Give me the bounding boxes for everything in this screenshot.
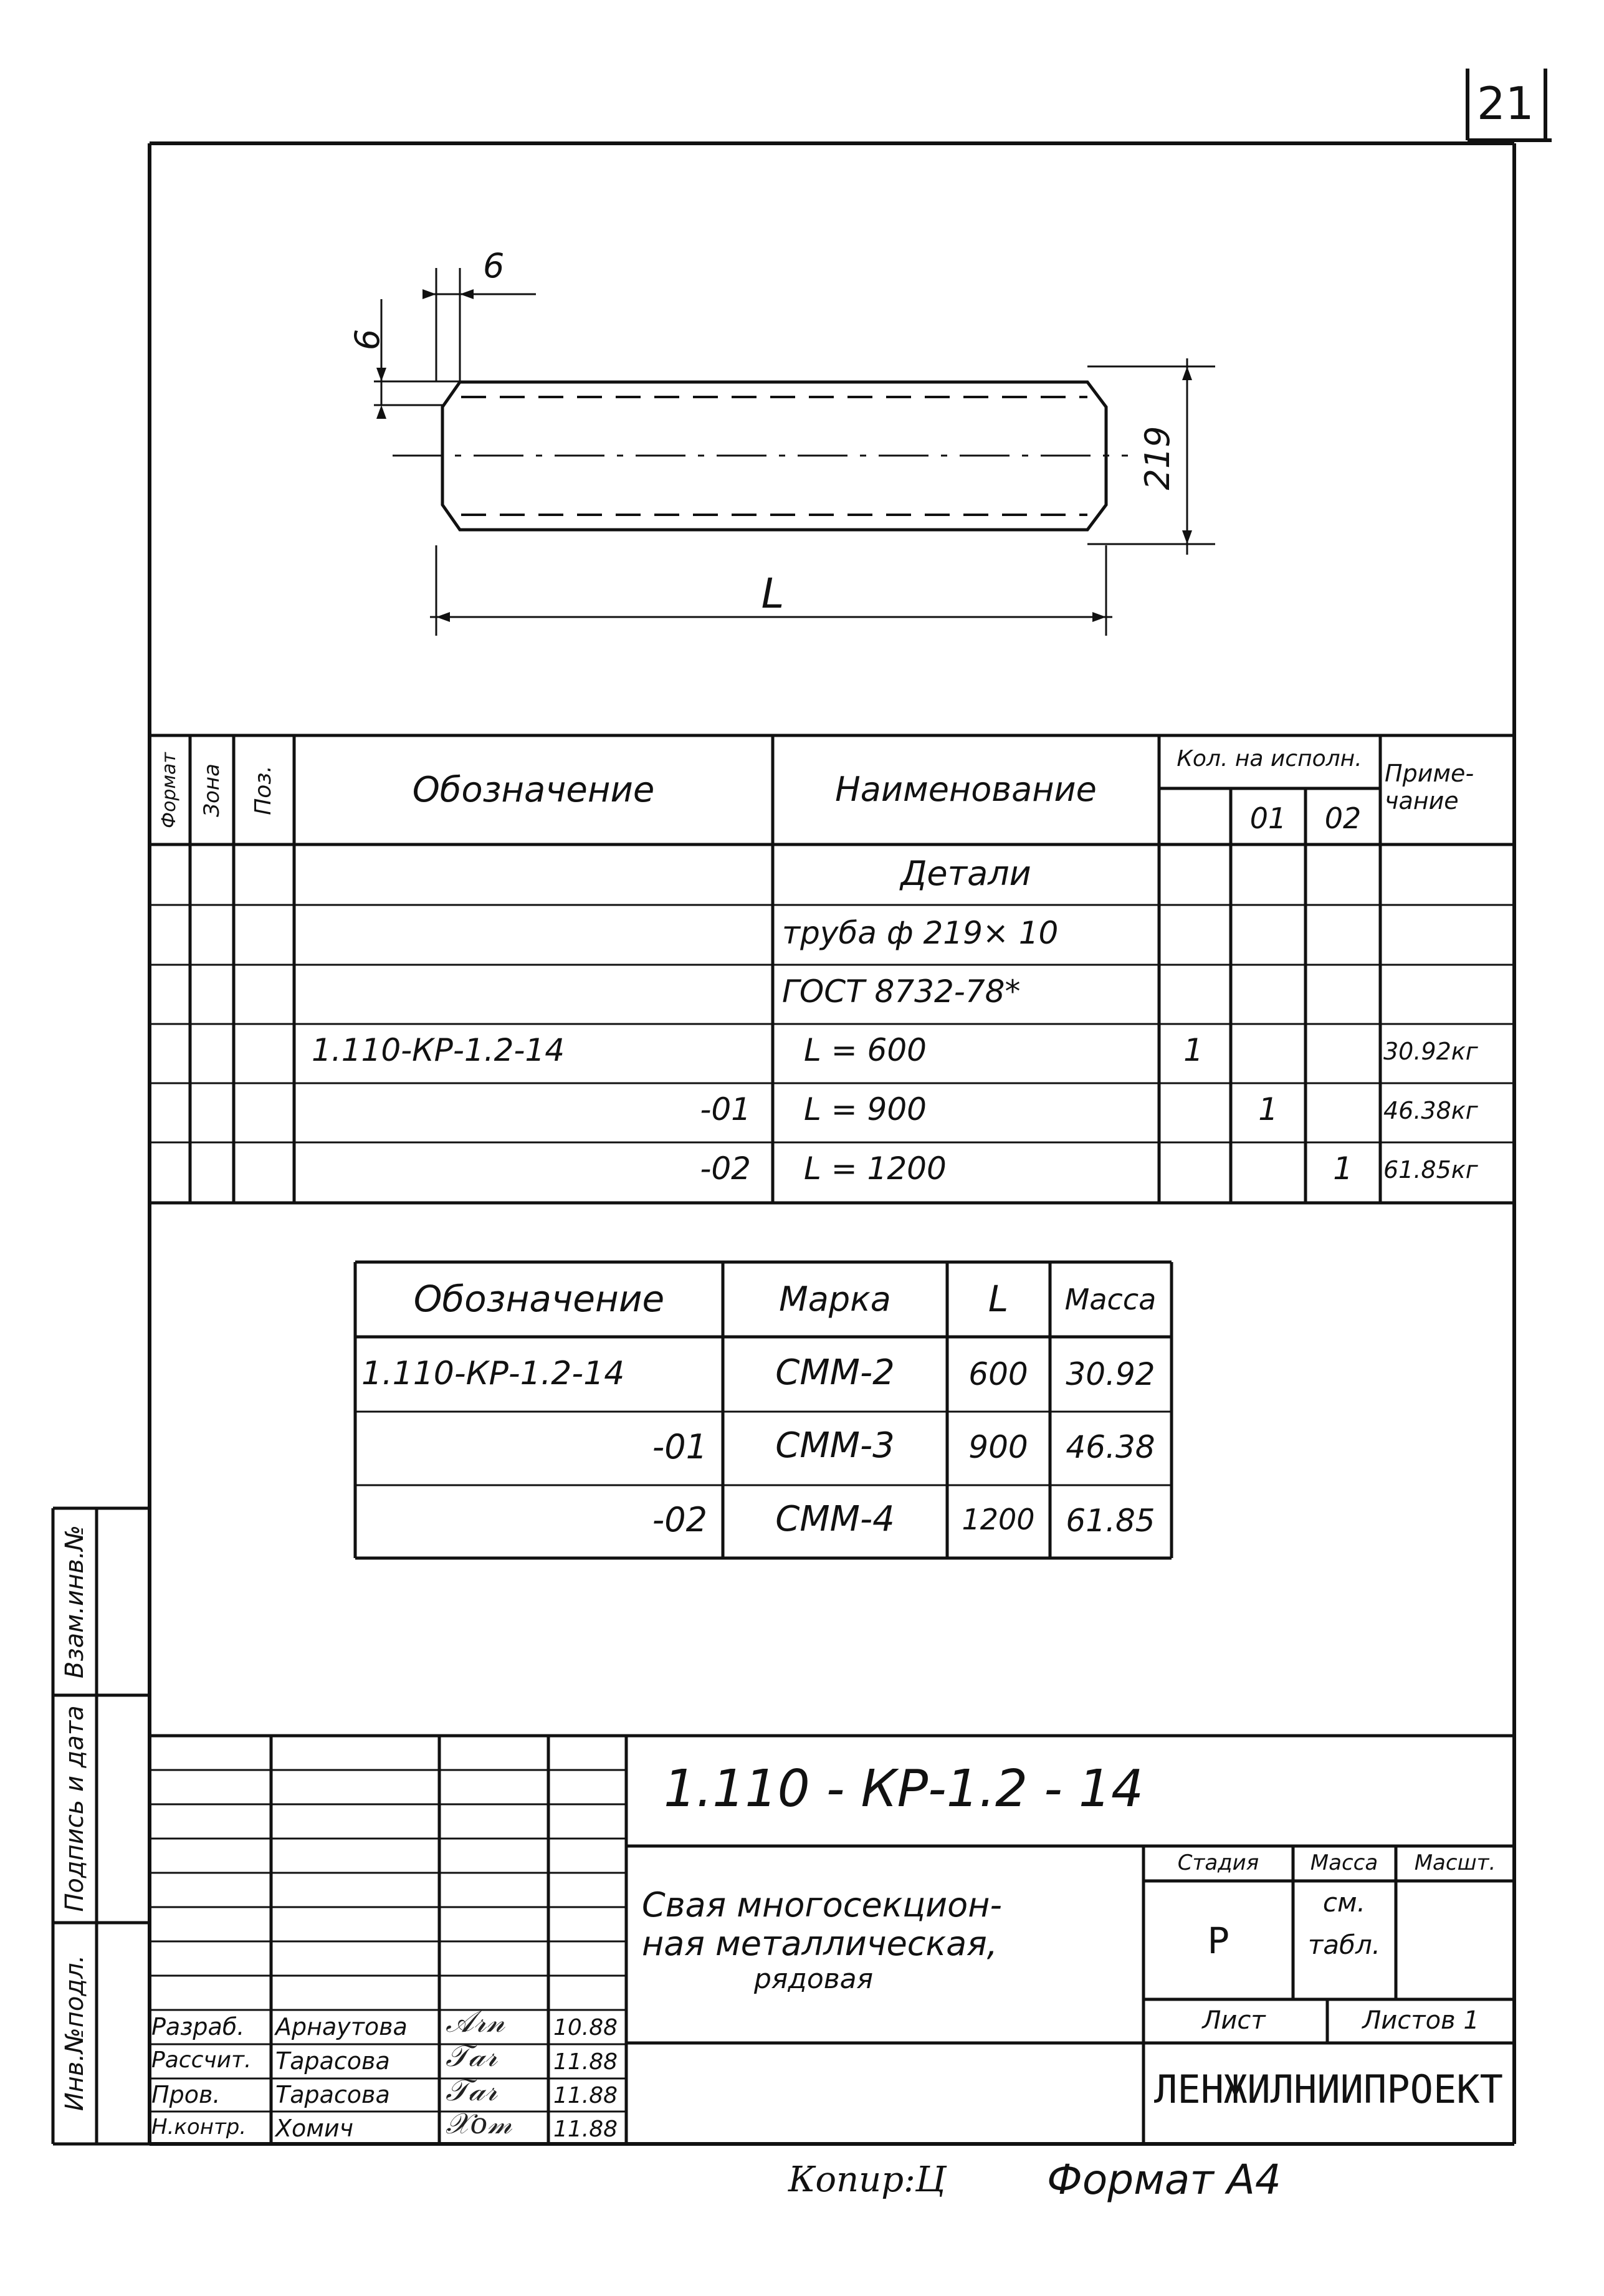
sheet-label: Лист bbox=[1202, 2006, 1266, 2035]
signature-scribble: 𝒯𝒶𝓇 bbox=[446, 2039, 498, 2074]
spec-row-note: 61.85кг bbox=[1383, 1156, 1478, 1184]
spec-row-name: Детали bbox=[900, 854, 1031, 893]
stage-value: Р bbox=[1207, 1920, 1229, 1962]
mass-row-mark: СММ-4 bbox=[775, 1499, 895, 1539]
signature-role: Пров. bbox=[151, 2081, 221, 2108]
organization-name: ЛЕНЖИЛНИИПРОЕКТ bbox=[1154, 2067, 1503, 2112]
spec-row-note: 30.92кг bbox=[1383, 1038, 1478, 1065]
spec-header-pos: Поз. bbox=[251, 765, 276, 815]
mass-row-mass: 46.38 bbox=[1066, 1429, 1155, 1465]
mass-header: Масса bbox=[1310, 1850, 1378, 1875]
mass-row-designation: -02 bbox=[652, 1500, 707, 1539]
title-line: рядовая bbox=[754, 1963, 874, 1995]
spec-header-name: Наименование bbox=[835, 770, 1097, 809]
spec-header-qty-02: 02 bbox=[1324, 801, 1362, 835]
signature-name: Арнаутова bbox=[275, 2013, 408, 2040]
mass-header-designation: Обозначение bbox=[413, 1278, 665, 1320]
dimension-diameter: 219 bbox=[1138, 426, 1177, 490]
spec-row-designation: -01 bbox=[700, 1091, 751, 1127]
copy-label: Копир:Ц bbox=[788, 2160, 946, 2200]
mass-row-length: 600 bbox=[968, 1356, 1028, 1392]
stage-header: Стадия bbox=[1177, 1850, 1259, 1875]
mass-value: табл. bbox=[1307, 1930, 1381, 1960]
spec-row-qty: 1 bbox=[1183, 1032, 1203, 1068]
signature-date: 11.88 bbox=[553, 2117, 618, 2142]
sheets-label: Листов 1 bbox=[1362, 2006, 1479, 2035]
spec-row-name: L = 600 bbox=[804, 1032, 927, 1068]
side-stamp-inv-orig: Инв.№подл. bbox=[60, 1954, 89, 2112]
mass-header-mark: Марка bbox=[779, 1280, 891, 1319]
mass-row-designation: 1.110-КР-1.2-14 bbox=[361, 1355, 625, 1392]
signature-name: Хомич bbox=[275, 2115, 354, 2142]
signature-role: Н.контр. bbox=[151, 2115, 247, 2140]
spec-row-qty: 1 bbox=[1258, 1091, 1278, 1127]
signature-scribble: 𝒜𝓇𝓃 bbox=[446, 2004, 505, 2039]
title-line: ная металлическая, bbox=[642, 1924, 998, 1963]
spec-header-designation: Обозначение bbox=[412, 770, 655, 810]
spec-header-qty-01: 01 bbox=[1249, 801, 1287, 835]
mass-row-mark: СММ-2 bbox=[775, 1352, 895, 1393]
dimension-chamfer-horizontal: 6 bbox=[483, 246, 505, 285]
spec-header-note: Приме- чание bbox=[1385, 760, 1474, 815]
dimension-chamfer-vertical: 6 bbox=[348, 328, 387, 351]
spec-header-zone: Зона bbox=[199, 763, 224, 817]
signature-name: Тарасова bbox=[275, 2047, 390, 2075]
side-stamp-replace-inv: Взам.инв.№ bbox=[60, 1524, 89, 1679]
signature-scribble: 𝒯𝒶𝓇 bbox=[446, 2073, 498, 2108]
spec-row-qty: 1 bbox=[1333, 1150, 1353, 1187]
signature-scribble: 𝒳𝑜𝓂 bbox=[446, 2107, 512, 2140]
mass-row-mass: 30.92 bbox=[1066, 1356, 1155, 1392]
spec-row-designation: -02 bbox=[700, 1150, 751, 1187]
signature-date: 10.88 bbox=[553, 2015, 618, 2040]
spec-row-name: ГОСТ 8732-78* bbox=[782, 973, 1021, 1010]
spec-row-name: L = 1200 bbox=[804, 1150, 947, 1187]
mass-header-length: L bbox=[988, 1278, 1009, 1320]
mass-value: см. bbox=[1322, 1887, 1366, 1918]
format-label: Формат А4 bbox=[1047, 2156, 1281, 2204]
mass-header-mass: Масса bbox=[1064, 1283, 1157, 1316]
spec-row-note: 46.38кг bbox=[1383, 1097, 1478, 1124]
mass-row-length: 900 bbox=[968, 1429, 1028, 1465]
signature-date: 11.88 bbox=[553, 2049, 618, 2075]
spec-row-name: L = 900 bbox=[804, 1091, 927, 1127]
signature-date: 11.88 bbox=[553, 2083, 618, 2108]
mass-row-length: 1200 bbox=[962, 1503, 1035, 1536]
page-number: 21 bbox=[1477, 77, 1534, 130]
spec-row-name: труба ф 219× 10 bbox=[782, 915, 1059, 951]
mass-row-designation: -01 bbox=[652, 1427, 707, 1466]
scale-header: Масшт. bbox=[1414, 1850, 1496, 1875]
signature-name: Тарасова bbox=[275, 2081, 390, 2108]
title-line: Свая многосекцион- bbox=[642, 1885, 1002, 1925]
spec-header-format: Формат bbox=[158, 752, 180, 828]
side-stamp-sign-date: Подпись и дата bbox=[60, 1705, 89, 1912]
signature-role: Рассчит. bbox=[151, 2047, 252, 2073]
spec-row-designation: 1.110-КР-1.2-14 bbox=[312, 1032, 565, 1068]
mass-row-mark: СММ-3 bbox=[775, 1425, 895, 1466]
spec-header-qty: Кол. на исполн. bbox=[1177, 746, 1362, 772]
document-code: 1.110 - КР-1.2 - 14 bbox=[664, 1759, 1144, 1819]
signature-role: Разраб. bbox=[151, 2013, 245, 2040]
mass-row-mass: 61.85 bbox=[1066, 1503, 1155, 1539]
dimension-length: L bbox=[761, 570, 785, 618]
